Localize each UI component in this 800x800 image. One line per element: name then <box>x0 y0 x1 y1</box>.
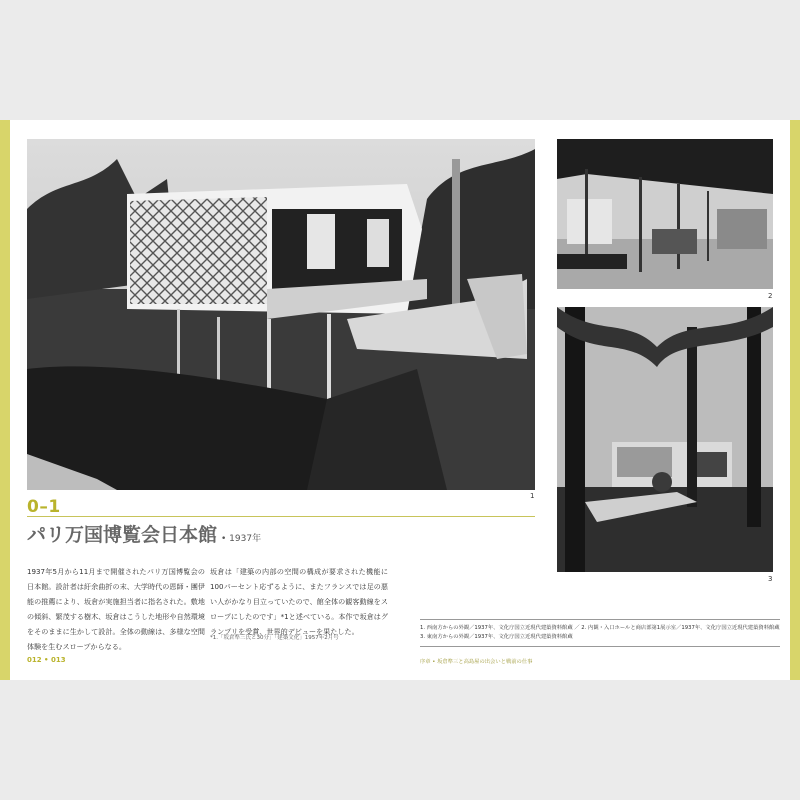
section-title <box>27 520 261 547</box>
left-page-edge <box>0 120 10 680</box>
section-number: 0–1 <box>27 497 61 517</box>
photo-2-number: 2 <box>768 292 773 300</box>
photo-1-number: 1 <box>530 492 535 500</box>
section-divider <box>27 516 535 517</box>
caption-line: 3. 東南方からの外観／1937年、文化庁国立近現代建築資料館蔵 <box>420 634 573 640</box>
footnote: *1.「坂倉準三氏と30分」「建築文化」1957年2月号 <box>210 635 339 641</box>
body-text-column-2: 坂倉は「建築の内部の空間の構成が要求された機能に100パーセント応ずるように、またフランスでは足の悪い人がかなり目立っていたので、館全体の観客動線をスロープにしたのです」*1と述べている。本作で坂倉はグランプリを受賞、世界的デビューを果たした。 <box>210 567 388 636</box>
photo-captions <box>420 619 780 647</box>
section-year: • 1937年 <box>221 534 262 544</box>
body-text-column-1: 1937年5月から11月まで開催されたパリ万国博覧会の日本館。設計者は紆余曲折の末、大学時代の恩師・團伊能の推薦により、坂倉が実施担当者に指名された。敷地の傾斜、繁茂する樹木、坂倉はこうした地形や自然環境をそのままに生かして設計。全体の動線は、多様な空間体験を生むスロープからなる。 <box>27 567 205 651</box>
running-head: 序章 • 坂倉準三と高島屋の出会いと戦前の仕事 <box>420 659 533 665</box>
caption-line: 1. 西南方からの外観／1937年、文化庁国立近現代建築資料館蔵 ／ 2. 内観・入口ホールと商店部第1展示室／1937年、文化庁国立近現代建築資料館蔵 <box>420 625 780 631</box>
section-title-text: パリ万国博覧会日本館 <box>27 524 218 546</box>
photo-1-exterior-southwest <box>27 139 535 490</box>
photo-3-number: 3 <box>768 575 773 583</box>
right-page-edge <box>790 120 800 680</box>
photo-2-interior-entrance-hall <box>557 139 773 289</box>
page-numbers: 012 • 013 <box>27 656 66 664</box>
photo-3-exterior-southeast <box>557 307 773 572</box>
